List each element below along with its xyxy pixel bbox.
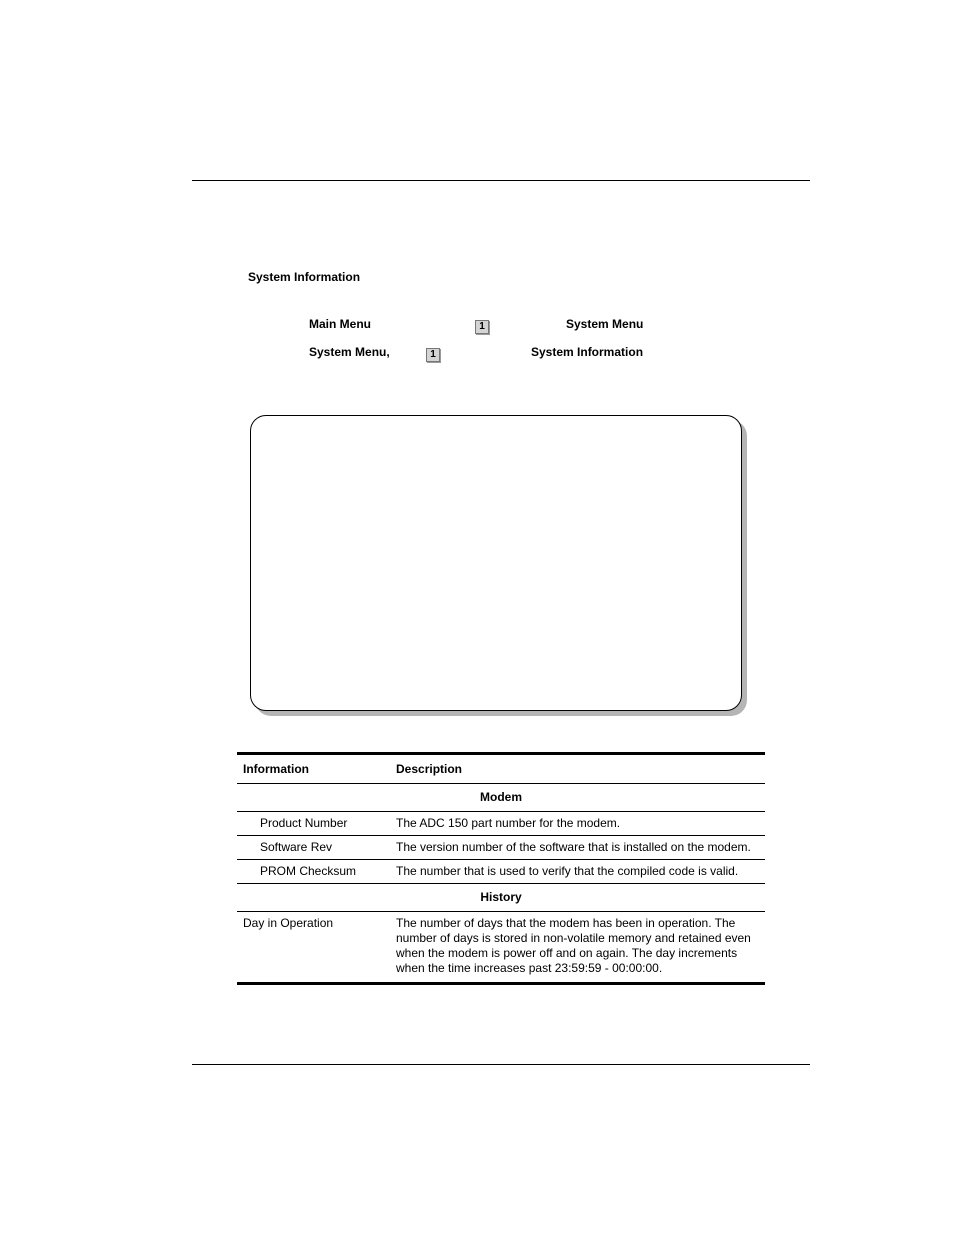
table-row-desc: The version number of the software that is installed on the modem. bbox=[390, 836, 765, 860]
table-row-info: Software Rev bbox=[237, 836, 390, 860]
table-row-info: Day in Operation bbox=[243, 916, 334, 930]
column-header-description: Description bbox=[390, 754, 765, 784]
system-information-table bbox=[237, 752, 765, 985]
group-title-history: History bbox=[237, 884, 765, 912]
table-row-info: PROM Checksum bbox=[237, 860, 390, 884]
table-row-desc: The number that is used to verify that the compiled code is valid. bbox=[390, 860, 765, 884]
instruction-1-to: System Menu bbox=[566, 317, 644, 331]
header-rule bbox=[192, 180, 810, 181]
instruction-2-to: System Information bbox=[531, 345, 644, 359]
instruction-1-from: Main Menu bbox=[309, 317, 371, 331]
table-row-desc: The ADC 150 part number for the modem. bbox=[390, 812, 765, 836]
key-1-icon: 1 bbox=[426, 348, 440, 362]
key-1-icon: 1 bbox=[475, 320, 489, 334]
footer-rule bbox=[192, 1064, 810, 1065]
column-header-information: Information bbox=[237, 754, 390, 784]
table-row-info: Product Number bbox=[237, 812, 390, 836]
instruction-2-from: System Menu, bbox=[309, 345, 390, 359]
table-row-desc: The number of days that the modem has been in operation. The number of days is stored in non-volatile memory and retained even when the modem is power off and on again. The day increments when the time increases past 23:59:59 - 00:00:00. bbox=[396, 916, 751, 975]
group-title-modem: Modem bbox=[237, 784, 765, 812]
section-title: System Information bbox=[248, 270, 361, 284]
terminal-screen-frame bbox=[250, 415, 742, 711]
